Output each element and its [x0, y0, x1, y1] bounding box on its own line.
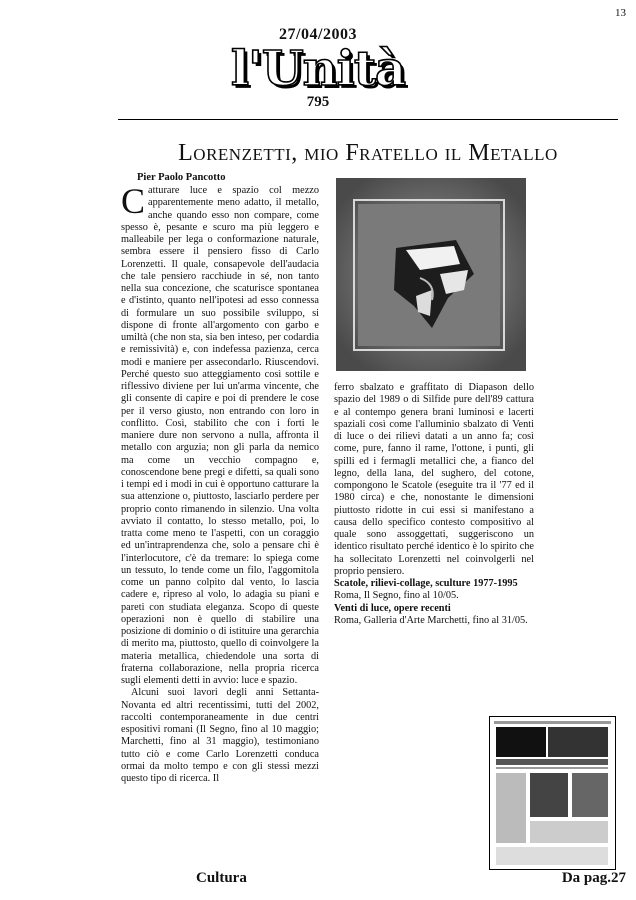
issue-number: 795 — [306, 94, 330, 110]
exhibition-credits — [334, 578, 534, 627]
article-title: Lorenzetti, mio Fratello il Metallo — [178, 140, 558, 166]
continued-from-label: Da pag.27 — [561, 870, 626, 886]
newspaper-logo: l'Unità — [230, 41, 406, 97]
page-thumbnail — [489, 716, 616, 870]
section-label: Cultura — [196, 870, 247, 886]
exhibition-venue: Roma, Il Segno, fino al 10/05. — [334, 590, 459, 602]
article-column-1 — [121, 181, 319, 784]
page-thumbnail-graphic — [490, 717, 615, 869]
article-paragraph: Alcuni suoi lavori degli anni Settanta-Novanta ed altri recentissimi, tutti del 2002, raccolti contemporaneamente in due centri espositivi romani (Il Segno, fino al 10 maggio; Marchetti, fino al 31 maggio), testimoniano tutto ciò e come Carlo Lorenzetti conduca ormai da molto tempo e con gli stessi mezzi questo tipo di ricerca. Il — [121, 687, 319, 784]
article-paragraph: atturare luce e spazio col mezzo apparentemente meno adatto, il metallo, anche quando esso non compare, come spesso è, pesante e scuro ma più leggero e malleabile per lega o conformazione naturale, sembra essere il pensiero fisso di Carlo Lorenzetti. Il quale, consapevole dell'audacia che tale pensiero racchiude in sé, non tanto nella sua concezione, che scaturisce spontanea e d'istinto, quanto nell'ipotesi ad esso connessa di formulare un suo possibile sviluppo, si dispone di fronte all'argomento con garbo e umiltà (che non sta, sia ben inteso, per codardia e remissività) e, con indefessa pazienza, cerca modi e maniere per assecondarlo. Riuscendovi. Perché questo suo atteggiamento così sottile e riflessivo diviene per lui un'arma vincente, che gli consente di capire e poi di prendere le cose per il verso giusto, non entrando con loro in conflitto. Così, stabilito che con i forti le maniere dure non servono a nulla, affronta il metallo con arguzia; non gli parla da nemico ma come un vecchio compagno e, conoscendone bene pregi e difetti, sa quali sono i tempi ed i modi in cui è opportuno catturare la sua attenzione o, piuttosto, lasciarlo perdere per proprio conto rimanendo in silenzio. Una volta avviato il contatto, lo stesso metallo, poi, lo tratta come meno te l'aspetti, con un coraggio ed un'intraprendenza che, solo a pensare chi è l'interlocutore, c'è da tremare: lo spiega come un tessuto, lo tende come un filo, l'aggomitola come un panno colpito dal vento, lo lascia cadere e, ripreso al volo, lo adagia su piani e pareti con studiata eleganza. Scopo di queste operazioni non è quello di stabilire una posizione di dominio o di istituire una gerarchia di merito ma, piuttosto, quello di coinvolgere la materia metallica, chiedendole una sorta di fraterna collaborazione, nella propria ricerca sugli elementi detti in avvio: luce e spazio. — [121, 185, 319, 686]
exhibition-title: Scatole, rilievi-collage, sculture 1977-1995 — [334, 578, 518, 589]
publication-date: 27/04/2003 — [279, 26, 357, 43]
page-number: 13 — [615, 7, 626, 19]
artwork-photo-graphic — [336, 178, 526, 371]
article-column-2 — [334, 382, 534, 626]
article-paragraph: ferro sbalzato e graffitato di Diapason dello spazio del 1989 o di Silfide pure dell'89 cattura e al contempo genera brani luminosi e lacerti spaziali così come l'alluminio sbalzato di Venti di luce o dei rilievi datati a un anno fa; così come, pure, fanno il rame, l'ottone, i punti, gli spilli ed i fermagli metallici che, a fianco del legno, della lana, del sughero, del cotone, compongono le Scatole (eseguite tra il '77 ed il 1980 circa) e che, nonostante le dimensioni piuttosto ridotte in cui essi si manifestano a causa dello specifico contesto compositivo al quale sono assoggettati, suggeriscono un identico risultato perché identico è lo spirito che ha sollecitato Lorenzetti nel coinvolgerli nel proprio pensiero. — [334, 382, 534, 577]
drop-cap: C — [121, 181, 146, 221]
exhibition-title: Venti di luce, opere recenti — [334, 602, 451, 614]
exhibition-venue: Roma, Galleria d'Arte Marchetti, fino al 31/05. — [334, 614, 528, 626]
masthead — [0, 26, 636, 111]
artwork-photo — [336, 178, 526, 371]
article-author: Pier Paolo Pancotto — [137, 172, 226, 183]
header-divider — [118, 119, 618, 120]
